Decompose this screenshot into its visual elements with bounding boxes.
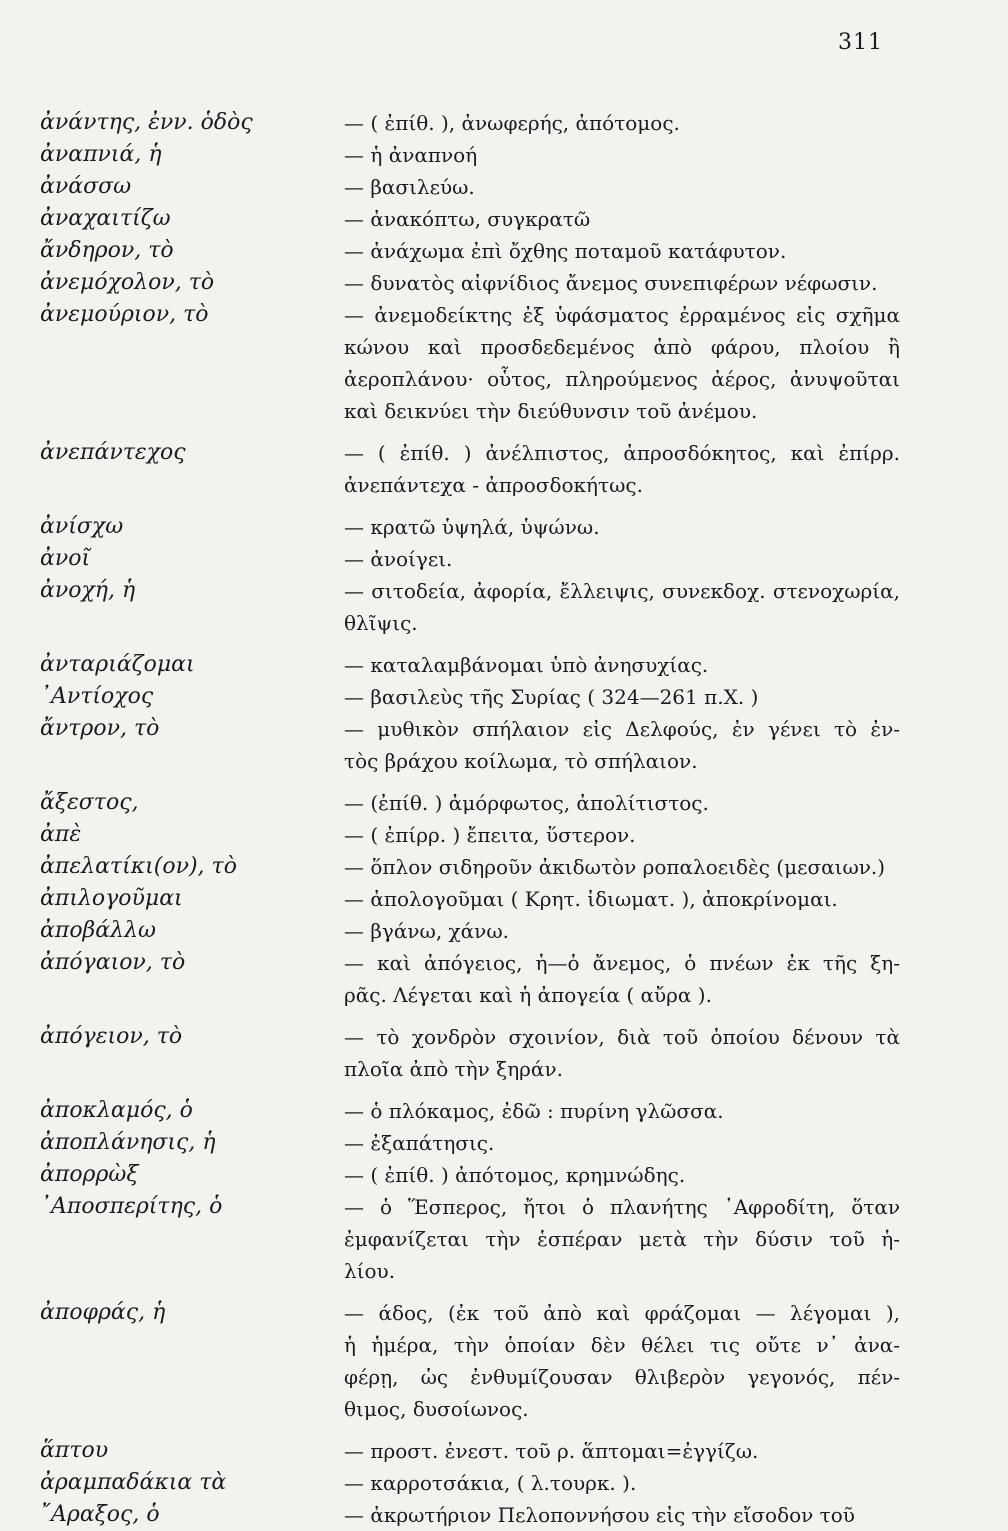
entry-definition (344, 235, 900, 267)
dictionary-entry (0, 681, 1008, 713)
definition-line: — ὁ Ἕσπερος, ἤτοι ὁ πλανήτης ᾽Αφροδίτη, ὅταν (344, 1195, 900, 1219)
entry-definition (344, 883, 900, 915)
entry-headword: ἀναχαιτίζω (40, 206, 171, 231)
entry-definition (344, 681, 900, 713)
dictionary-entry (0, 107, 1008, 139)
dictionary-entry (0, 267, 1008, 299)
definition-line: — ἀπολογοῦμαι ( Κρητ. ἰδιωματ. ), ἀποκρίνομαι. (344, 887, 838, 911)
entry-headword: ἅπτου (40, 1438, 109, 1463)
entry-definition (344, 1021, 900, 1085)
entry-headword: ἀναπνιά, ἡ (40, 142, 162, 167)
definition-line: — καρροτσάκια, ( λ.τουρκ. ). (344, 1471, 637, 1495)
entry-spacer (0, 1287, 1008, 1297)
entry-definition (344, 1127, 900, 1159)
entry-headword: ἄξεστος, (40, 790, 139, 815)
dictionary-entry (0, 437, 1008, 501)
definition-line: — βγάνω, χάνω. (344, 919, 510, 943)
entry-spacer (0, 1425, 1008, 1435)
dictionary-entry (0, 1499, 1008, 1531)
dictionary-entry (0, 851, 1008, 883)
entry-headword: ἀπορρὼξ (40, 1162, 139, 1187)
entry-headword: ἀνίσχω (40, 514, 124, 539)
entry-definition (344, 851, 900, 883)
definition-line: — ἀνακόπτω, συγκρατῶ (344, 207, 591, 231)
entry-definition (344, 1467, 900, 1499)
entry-headword: ἀνοῖ (40, 546, 91, 571)
entry-definition (344, 649, 900, 681)
dictionary-entry (0, 1191, 1008, 1287)
definition-line: ρᾶς. Λέγεται καὶ ἡ ἀπογεία ( αὔρα ). (344, 983, 712, 1007)
dictionary-entry (0, 171, 1008, 203)
dictionary-entry (0, 883, 1008, 915)
dictionary-entry (0, 1297, 1008, 1425)
dictionary-entry (0, 947, 1008, 1011)
dictionary-entries (0, 107, 1008, 1531)
entry-headword: ἀπελατίκι(ον), τὸ (40, 854, 237, 879)
definition-line: — ( ἐπίθ. ) ἀνέλπιστος, ἀπροσδόκητος, καὶ ἐπίρρ. (344, 441, 900, 465)
definition-line: ἀνεπάντεχα - ἀπροσδοκήτως. (344, 473, 643, 497)
entry-definition (344, 713, 900, 777)
dictionary-entry (0, 575, 1008, 639)
entry-headword: ἀνάσσω (40, 174, 132, 199)
entry-spacer (0, 1085, 1008, 1095)
entry-definition (344, 1499, 900, 1531)
dictionary-entry (0, 511, 1008, 543)
definition-line: — ἀκρωτήριον Πελοποννήσου εἰς τὴν εἴσοδον τοῦ (344, 1503, 855, 1527)
entry-spacer (0, 501, 1008, 511)
dictionary-entry (0, 235, 1008, 267)
dictionary-entry (0, 139, 1008, 171)
entry-definition (344, 575, 900, 639)
dictionary-entry (0, 299, 1008, 427)
dictionary-entry (0, 787, 1008, 819)
entry-headword: ἀνεμόχολον, τὸ (40, 270, 215, 295)
definition-line: — ἡ ἀναπνοή (344, 143, 478, 167)
definition-line: — ἀνοίγει. (344, 547, 453, 571)
definition-line: — σιτοδεία, ἀφορία, ἔλλειψις, συνεκδοχ. στενοχωρία, (344, 579, 900, 603)
definition-line: — ὁ πλόκαμος, ἐδῶ : πυρίνη γλῶσσα. (344, 1099, 724, 1123)
dictionary-entry (0, 915, 1008, 947)
entry-headword: ᾽Αντίοχος (40, 684, 154, 709)
definition-line: — άδος, (ἐκ τοῦ ἀπὸ καὶ φράζομαι — λέγομαι ), (344, 1301, 900, 1325)
entry-definition (344, 299, 900, 427)
definition-line: — μυθικὸν σπήλαιον εἰς Δελφούς, ἐν γένει τὸ ἐν- (344, 717, 900, 741)
entry-spacer (0, 1011, 1008, 1021)
definition-line: — ( ἐπίθ. ), ἀνωφερής, ἀπότομος. (344, 111, 680, 135)
dictionary-entry (0, 1159, 1008, 1191)
entry-definition (344, 1095, 900, 1127)
entry-spacer (0, 427, 1008, 437)
entry-definition (344, 1297, 900, 1425)
entry-definition (344, 543, 900, 575)
definition-line: — ἀνάχωμα ἐπὶ ὄχθης ποταμοῦ κατάφυτον. (344, 239, 787, 263)
definition-line: φέρῃ, ὡς ἐνθυμίζουσαν θλιβερὸν γεγονός, πέν- (344, 1365, 900, 1389)
entry-definition (344, 107, 900, 139)
entry-headword: ἀπόγαιον, τὸ (40, 950, 186, 975)
dictionary-entry (0, 203, 1008, 235)
entry-headword: ἀραμπαδάκια τὰ (40, 1470, 227, 1495)
entry-headword: ἄνδηρον, τὸ (40, 238, 174, 263)
definition-line: κώνου καὶ προσδεδεμένος ἀπὸ φάρου, πλοίου ἢ (344, 335, 900, 359)
entry-headword: ἀνάντης, ἐνν. ὁδὸς (40, 110, 253, 135)
definition-line: ἀεροπλάνου· οὗτος, πληρούμενος ἀέρος, ἀνυψοῦται (344, 367, 900, 391)
entry-definition (344, 511, 900, 543)
entry-headword: ἀνεμούριον, τὸ (40, 302, 209, 327)
definition-line: — καὶ ἀπόγειος, ἡ—ὁ ἄνεμος, ὁ πνέων ἐκ τῆς ξη- (344, 951, 900, 975)
entry-headword: ἀπὲ (40, 822, 82, 847)
definition-line: — ἐξαπάτησις. (344, 1131, 495, 1155)
entry-definition (344, 1159, 900, 1191)
entry-headword: ἀποβάλλω (40, 918, 156, 943)
entry-headword: ἄντρον, τὸ (40, 716, 160, 741)
entry-headword: ἀποπλάνησις, ἡ (40, 1130, 216, 1155)
entry-definition (344, 947, 900, 1011)
entry-definition (344, 203, 900, 235)
dictionary-entry (0, 543, 1008, 575)
entry-definition (344, 787, 900, 819)
entry-definition (344, 1191, 900, 1287)
definition-line: λίου. (344, 1259, 396, 1283)
definition-line: — δυνατὸς αἰφνίδιος ἄνεμος συνεπιφέρων νέφωσιν. (344, 271, 878, 295)
definition-line: — βασιλεύω. (344, 175, 475, 199)
definition-line: θλῖψις. (344, 611, 418, 635)
entry-definition (344, 267, 900, 299)
entry-headword: ᾽Αποσπερίτης, ὁ (40, 1194, 223, 1219)
entry-headword: ἀνταριάζομαι (40, 652, 195, 677)
dictionary-entry (0, 713, 1008, 777)
page-number: 311 (838, 30, 883, 55)
dictionary-entry (0, 649, 1008, 681)
definition-line: ἐμφανίζεται τὴν ἑσπέραν μετὰ τὴν δύσιν τοῦ ἡ- (344, 1227, 900, 1251)
entry-headword: ἀπόγειον, τὸ (40, 1024, 183, 1049)
entry-definition (344, 139, 900, 171)
definition-line: — καταλαμβάνομαι ὑπὸ ἀνησυχίας. (344, 653, 709, 677)
entry-headword: ἀποκλαμός, ὁ (40, 1098, 193, 1123)
entry-spacer (0, 639, 1008, 649)
dictionary-entry (0, 819, 1008, 851)
entry-definition (344, 915, 900, 947)
definition-line: τὸς βράχου κοίλωμα, τὸ σπήλαιον. (344, 749, 698, 773)
entry-headword: ἀπιλογοῦμαι (40, 886, 183, 911)
definition-line: — τὸ χονδρὸν σχοινίον, διὰ τοῦ ὁποίου δένουν τὰ (344, 1025, 900, 1049)
definition-line: — κρατῶ ὑψηλά, ὑψώνω. (344, 515, 600, 539)
entry-definition (344, 437, 900, 501)
dictionary-entry (0, 1435, 1008, 1467)
definition-line: καὶ δεικνύει τὴν διεύθυνσιν τοῦ ἀνέμου. (344, 399, 758, 423)
entry-headword: ἀνεπάντεχος (40, 440, 186, 465)
entry-headword: ἀνοχή, ἡ (40, 578, 136, 603)
entry-spacer (0, 777, 1008, 787)
dictionary-entry (0, 1127, 1008, 1159)
definition-line: — (ἐπίθ. ) ἀμόρφωτος, ἀπολίτιστος. (344, 791, 709, 815)
definition-line: — βασιλεὺς τῆς Συρίας ( 324—261 π.Χ. ) (344, 685, 759, 709)
dictionary-entry (0, 1095, 1008, 1127)
entry-headword: ἀποφράς, ἡ (40, 1300, 166, 1325)
definition-line: πλοῖα ἀπὸ τὴν ξηράν. (344, 1057, 563, 1081)
entry-headword: ῎Αραξος, ὁ (40, 1502, 160, 1527)
definition-line: — ἀνεμοδείκτης ἐξ ὑφάσματος ἐρραμένος εἰς σχῆμα (344, 303, 900, 327)
entry-definition (344, 171, 900, 203)
definition-line: — ὅπλον σιδηροῦν ἀκιδωτὸν ροπαλοειδὲς (μεσαιων.) (344, 855, 886, 879)
definition-line: — προστ. ἐνεστ. τοῦ ρ. ἅπτομαι=ἐγγίζω. (344, 1439, 759, 1463)
entry-definition (344, 1435, 900, 1467)
dictionary-entry (0, 1467, 1008, 1499)
definition-line: ἡ ἡμέρα, τὴν ὁποίαν δὲν θέλει τις οὔτε ν᾽ ἀνα- (344, 1333, 900, 1357)
definition-line: θιμος, δυσοίωνος. (344, 1397, 529, 1421)
entry-definition (344, 819, 900, 851)
definition-line: — ( ἐπίθ. ) ἀπότομος, κρημνώδης. (344, 1163, 686, 1187)
dictionary-entry (0, 1021, 1008, 1085)
definition-line: — ( ἐπίρρ. ) ἔπειτα, ὕστερον. (344, 823, 636, 847)
